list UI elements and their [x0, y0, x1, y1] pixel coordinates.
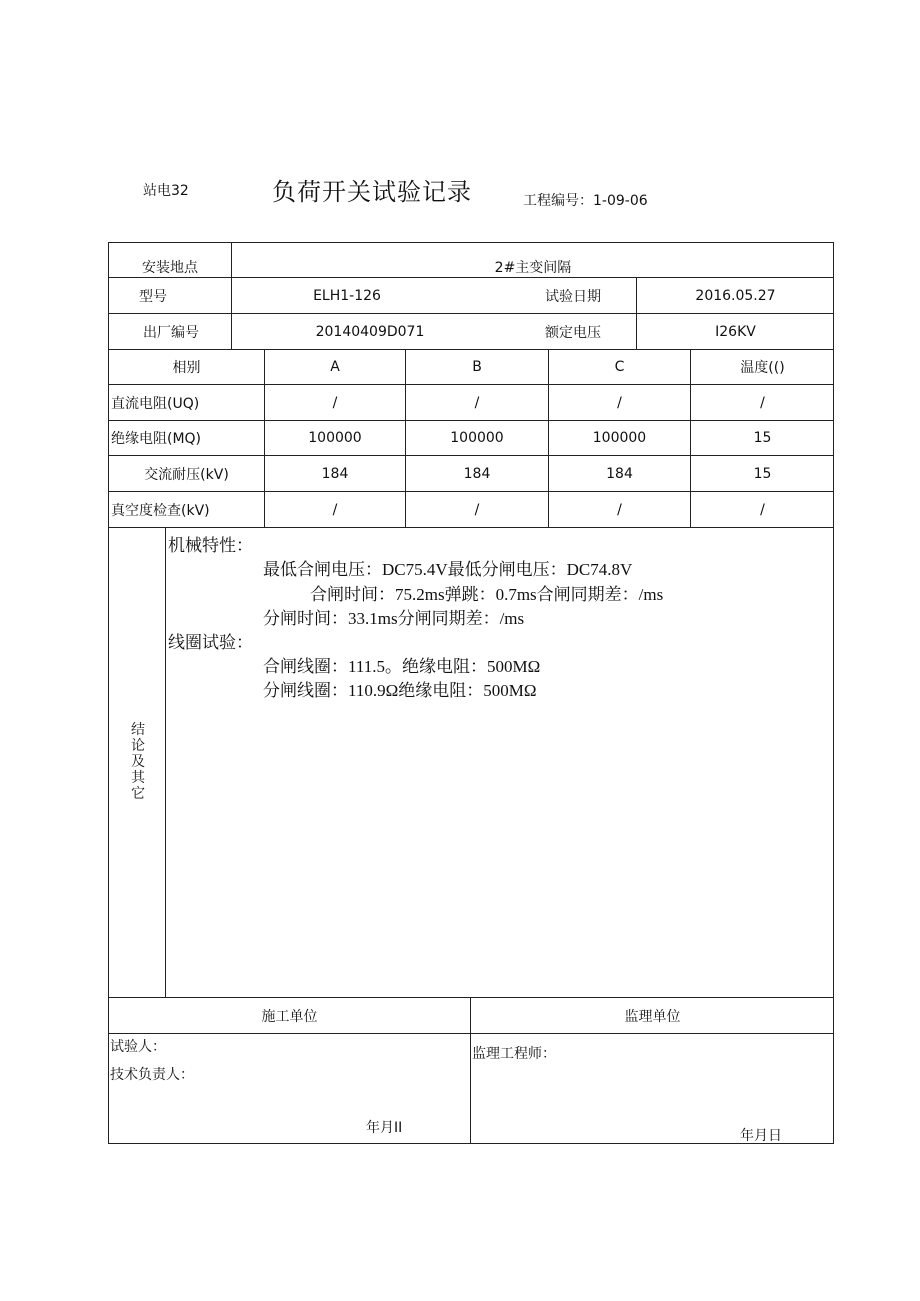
location-label: 安装地点 — [142, 259, 198, 276]
conclusion-side-label — [128, 722, 148, 802]
model-label: 型号 — [139, 288, 167, 305]
table-cell: / — [760, 501, 765, 518]
construction-unit-label: 施工单位 — [261, 1008, 318, 1025]
tester-label: 试验人： — [110, 1039, 166, 1055]
test-date-value: 2016.05.27 — [695, 287, 776, 304]
page-title: 负荷开关试验记录 — [272, 178, 472, 206]
table-row-label: 真空度检查(kV) — [111, 502, 210, 519]
table-cell: 184 — [606, 465, 633, 482]
side-char: 它 — [131, 786, 145, 802]
table-cell: / — [332, 501, 338, 518]
grid-line — [165, 527, 166, 997]
mechanical-line: 合闸时间：75.2ms弹跳：0.7ms合闸同期差：/ms — [310, 585, 664, 604]
table-cell: / — [332, 394, 338, 411]
side-char: 其 — [131, 770, 145, 786]
model-value: ELH1-126 — [313, 287, 381, 304]
grid-line — [108, 527, 834, 528]
phase-header: 相别 — [172, 360, 201, 376]
supervision-unit-label: 监理单位 — [624, 1008, 681, 1025]
table-row-label: 直流电阻(UQ) — [111, 395, 200, 412]
date-left: 年月II — [366, 1120, 403, 1136]
table-cell: 184 — [463, 465, 491, 482]
table-cell: 15 — [753, 465, 772, 482]
coil-line: 合闸线圈：111.5。绝缘电阻：500MΩ — [263, 657, 541, 676]
phase-header: B — [472, 359, 482, 375]
station-code: 站电32 — [143, 183, 189, 199]
serial-label: 出厂编号 — [143, 324, 199, 341]
table-cell: 184 — [321, 465, 349, 482]
supervisor-engineer-label: 监理工程师： — [472, 1046, 556, 1062]
table-cell: / — [474, 394, 480, 411]
phase-header: C — [614, 359, 625, 375]
mechanical-title: 机械特性： — [168, 536, 253, 555]
serial-value: 20140409D071 — [315, 323, 425, 340]
table-cell: / — [617, 501, 622, 518]
side-char: 结 — [131, 722, 145, 738]
table-cell: / — [760, 394, 765, 411]
side-char: 论 — [131, 738, 145, 754]
table-cell: 100000 — [450, 430, 504, 446]
rated-voltage-label: 额定电压 — [545, 324, 601, 341]
table-cell: 100000 — [592, 430, 647, 446]
coil-line: 分闸线圈：110.9Ω绝缘电阻：500MΩ — [263, 681, 537, 700]
tech-lead-label: 技术负责人： — [110, 1067, 194, 1083]
coil-title: 线圈试验： — [168, 633, 253, 652]
mechanical-line: 分闸时间：33.1ms分闸同期差：/ms — [263, 609, 525, 628]
table-row-label: 交流耐压(kV) — [144, 466, 229, 483]
test-date-label: 试验日期 — [545, 288, 601, 305]
table-cell: 100000 — [308, 430, 362, 446]
table-row-label: 绝缘电阻(MQ) — [111, 431, 202, 447]
date-right: 年月日 — [740, 1128, 782, 1144]
location-value: 2#主变间隔 — [494, 259, 572, 276]
phase-header: 温度(() — [740, 360, 785, 376]
side-char: 及 — [131, 754, 145, 770]
phase-header: A — [330, 359, 340, 375]
rated-voltage-value: I26KV — [715, 323, 756, 340]
project-number: 工程编号：1-09-06 — [523, 193, 648, 209]
table-cell: 15 — [753, 430, 772, 446]
table-cell: / — [474, 501, 480, 518]
mechanical-line: 最低合闸电压：DC75.4V最低分闸电压：DC74.8V — [263, 560, 633, 579]
grid-line — [108, 1033, 834, 1034]
table-cell: / — [617, 394, 622, 411]
